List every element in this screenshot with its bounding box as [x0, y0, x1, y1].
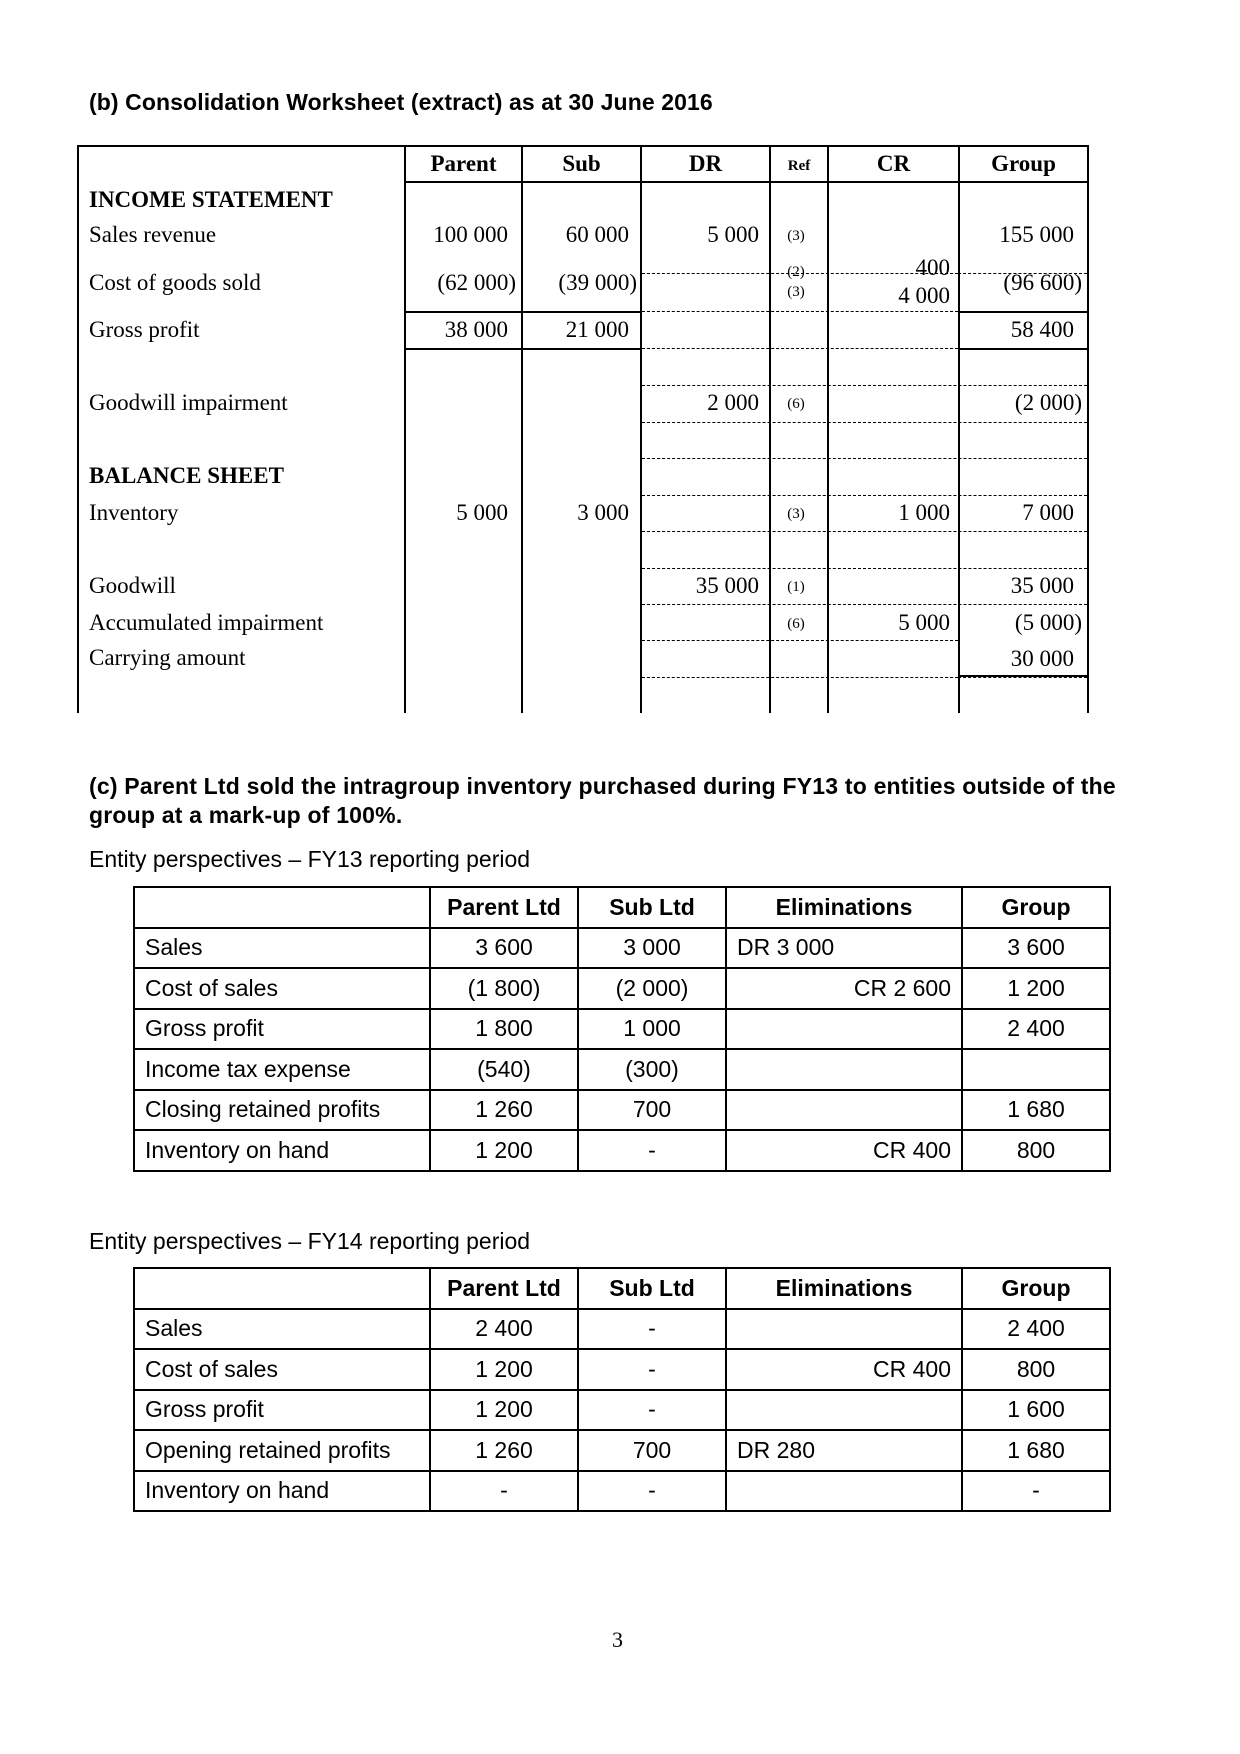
cell-dr: 35 000 [695, 573, 759, 598]
ws-dash-rule [642, 677, 958, 678]
row-label: Gross profit [89, 317, 200, 342]
cell-elim: DR 280 [726, 1430, 962, 1471]
row-label: Accumulated impairment [89, 610, 324, 635]
ws-border-left [77, 145, 79, 713]
ws-dash-rule [642, 495, 1087, 496]
cell-ref: (6) [787, 616, 805, 632]
ws-border-right [1087, 145, 1089, 713]
cell-parent: (1 800) [430, 968, 578, 1009]
cell-sub: (39 000) [558, 270, 637, 295]
row-label: Sales [134, 1309, 430, 1350]
row-label: Goodwill impairment [89, 390, 288, 415]
table-header-row [134, 887, 1110, 928]
table-row [134, 1349, 1110, 1390]
row-label: Goodwill [89, 573, 176, 598]
ws-dash-rule [642, 385, 1087, 386]
cell-ref: (3) [787, 506, 805, 522]
ws-dash-rule [642, 640, 958, 641]
cell-parent: 100 000 [433, 222, 508, 247]
cell-elim: CR 2 600 [726, 968, 962, 1009]
cell-parent: 1 200 [430, 1349, 578, 1390]
cell-parent: - [430, 1471, 578, 1512]
cell-group: 58 400 [1010, 317, 1074, 342]
ws-col-sub: Sub [562, 151, 601, 176]
ws-rule [958, 311, 1089, 313]
cell-dr: 5 000 [707, 222, 759, 247]
ws-rule [958, 348, 1089, 350]
section-c-title: (c) Parent Ltd sold the intragroup inventory purchased during FY13 to entities outside of the group at a mark-up of 100%. [89, 773, 1116, 828]
row-label: Cost of goods sold [89, 270, 261, 295]
cell-group: 1 680 [962, 1090, 1110, 1131]
cell-cr: 5 000 [898, 610, 950, 635]
cell-sub: (300) [578, 1049, 726, 1090]
cell-sub: 60 000 [565, 222, 629, 247]
fy13-caption: Entity perspectives – FY13 reporting period [89, 846, 531, 872]
table-row [134, 1130, 1110, 1171]
cell-parent: 1 800 [430, 1009, 578, 1050]
ws-border-top [77, 145, 1089, 147]
cell-group: 7 000 [1022, 500, 1074, 525]
cell-dr: 2 000 [707, 390, 759, 415]
row-label: Gross profit [134, 1009, 430, 1050]
table-row [134, 1309, 1110, 1350]
balance-sheet-heading: BALANCE SHEET [89, 463, 284, 488]
row-label: Income tax expense [134, 1049, 430, 1090]
cell-sub: 700 [578, 1090, 726, 1131]
cell-group: 800 [962, 1130, 1110, 1171]
cell-parent: 2 400 [430, 1309, 578, 1350]
cell-sub: 1 000 [578, 1009, 726, 1050]
cell-elim: CR 400 [726, 1130, 962, 1171]
ws-dash-rule [642, 458, 1087, 459]
ws-dash-rule [642, 604, 1087, 605]
row-label: Gross profit [134, 1390, 430, 1431]
ws-col-parent: Parent [430, 151, 497, 176]
row-label: Inventory [89, 500, 179, 525]
cell-group: 30 000 [1010, 646, 1074, 671]
cell-ref: (2) [787, 264, 805, 280]
cell-sub: 3 000 [577, 500, 629, 525]
cell-parent: 1 200 [430, 1130, 578, 1171]
table-row [134, 928, 1110, 969]
cell-parent: 5 000 [456, 500, 508, 525]
header-cell: Eliminations [726, 1268, 962, 1309]
page-number: 3 [612, 1627, 623, 1652]
cell-sub: - [578, 1349, 726, 1390]
row-label: Cost of sales [134, 1349, 430, 1390]
row-label: Opening retained profits [134, 1430, 430, 1471]
cell-elim: DR 3 000 [726, 928, 962, 969]
cell-group: 155 000 [999, 222, 1074, 247]
cell-parent: 3 600 [430, 928, 578, 969]
row-label: Cost of sales [134, 968, 430, 1009]
row-label: Inventory on hand [134, 1130, 430, 1171]
ws-dash-rule [642, 311, 958, 312]
ws-col-cr: CR [876, 151, 911, 176]
cell-cr: 4 000 [898, 283, 950, 308]
income-statement-heading: INCOME STATEMENT [89, 187, 333, 212]
ws-col-dr: DR [688, 151, 723, 176]
ws-header-rule [404, 181, 1089, 183]
consolidation-worksheet [77, 145, 1089, 713]
row-label: Closing retained profits [134, 1090, 430, 1131]
cell-group: 1 680 [962, 1430, 1110, 1471]
cell-group: 1 200 [962, 968, 1110, 1009]
cell-parent: 1 260 [430, 1090, 578, 1131]
cell-sub: (2 000) [578, 968, 726, 1009]
ws-rule [404, 311, 642, 313]
cell-group: 2 400 [962, 1309, 1110, 1350]
cell-elim [726, 1390, 962, 1431]
cell-group: - [962, 1471, 1110, 1512]
fy14-table [133, 1267, 1111, 1512]
cell-group: 800 [962, 1349, 1110, 1390]
row-label: Inventory on hand [134, 1471, 430, 1512]
cell-sub: 700 [578, 1430, 726, 1471]
cell-ref: (1) [787, 579, 805, 595]
header-cell: Group [962, 1268, 1110, 1309]
ws-dash-rule [958, 677, 1087, 678]
row-label: Sales [134, 928, 430, 969]
table-header-row [134, 1268, 1110, 1309]
cell-elim [726, 1009, 962, 1050]
header-cell: Sub Ltd [578, 1268, 726, 1309]
table-row [134, 1009, 1110, 1050]
cell-elim: CR 400 [726, 1349, 962, 1390]
cell-cr: 1 000 [898, 500, 950, 525]
cell-group: 35 000 [1010, 573, 1074, 598]
table-row [134, 1090, 1110, 1131]
cell-sub: 3 000 [578, 928, 726, 969]
ws-col-group: Group [991, 151, 1056, 176]
cell-elim [726, 1090, 962, 1131]
header-cell [134, 1268, 430, 1309]
cell-group [962, 1049, 1110, 1090]
table-row [134, 1390, 1110, 1431]
cell-sub: 21 000 [565, 317, 629, 342]
cell-group: (96 600) [1003, 270, 1082, 295]
cell-group: 2 400 [962, 1009, 1110, 1050]
ws-dash-rule [642, 348, 958, 349]
cell-sub: - [578, 1130, 726, 1171]
header-cell: Parent Ltd [430, 1268, 578, 1309]
cell-parent: 38 000 [444, 317, 508, 342]
row-label: Sales revenue [89, 222, 217, 247]
ws-col-ref: Ref [787, 158, 811, 174]
ws-dash-rule [642, 422, 1087, 423]
table-row [134, 968, 1110, 1009]
cell-elim [726, 1309, 962, 1350]
header-cell [134, 887, 430, 928]
section-b-title: (b) Consolidation Worksheet (extract) as at 30 June 2016 [89, 89, 713, 115]
header-cell: Parent Ltd [430, 887, 578, 928]
cell-cr: 400 [915, 255, 950, 280]
table-row [134, 1430, 1110, 1471]
ws-rule [404, 348, 642, 350]
cell-parent: 1 260 [430, 1430, 578, 1471]
cell-group: (2 000) [1014, 390, 1082, 415]
cell-group: 1 600 [962, 1390, 1110, 1431]
fy13-table [133, 886, 1111, 1172]
cell-group: (5 000) [1014, 610, 1082, 635]
row-label: Carrying amount [89, 645, 246, 670]
cell-parent: (62 000) [437, 270, 516, 295]
cell-parent: (540) [430, 1049, 578, 1090]
ws-dash-rule [642, 531, 1087, 532]
header-cell: Sub Ltd [578, 887, 726, 928]
cell-sub: - [578, 1309, 726, 1350]
cell-group: 3 600 [962, 928, 1110, 969]
cell-elim [726, 1049, 962, 1090]
header-cell: Group [962, 887, 1110, 928]
header-cell: Eliminations [726, 887, 962, 928]
cell-sub: - [578, 1390, 726, 1431]
cell-parent: 1 200 [430, 1390, 578, 1431]
fy14-caption: Entity perspectives – FY14 reporting period [89, 1228, 531, 1254]
cell-elim [726, 1471, 962, 1512]
ws-dash-rule [642, 568, 1087, 569]
table-row [134, 1471, 1110, 1512]
cell-ref: (3) [787, 284, 805, 300]
cell-ref: (3) [787, 228, 805, 244]
cell-ref: (6) [787, 396, 805, 412]
cell-sub: - [578, 1471, 726, 1512]
table-row [134, 1049, 1110, 1090]
